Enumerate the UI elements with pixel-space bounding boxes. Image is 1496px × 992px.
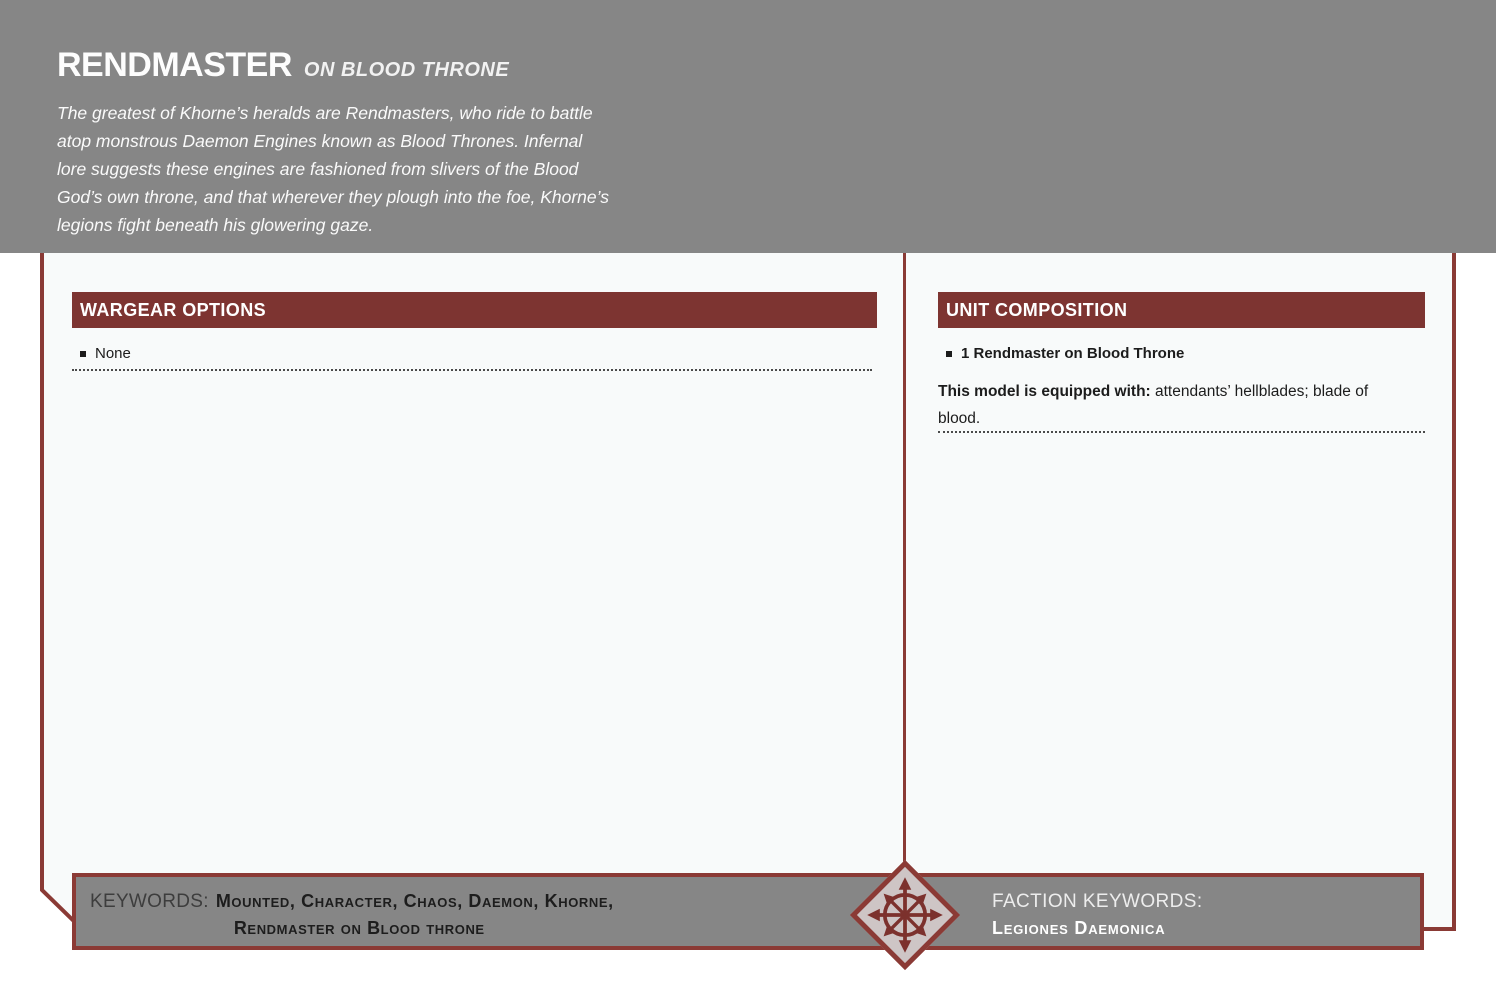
faction-keywords-group (992, 888, 1203, 942)
lore-line: The greatest of Khorne’s heralds are Rendmasters, who ride to battle (57, 103, 593, 123)
equipped-paragraph (938, 378, 1390, 432)
card-body (40, 253, 1460, 933)
unit-composition-header: UNIT COMPOSITION (938, 292, 1425, 328)
equipped-label: This model is equipped with: (938, 383, 1151, 400)
hero-header (0, 0, 1496, 253)
faction-keywords-value: Legiones Daemonica (992, 918, 1166, 938)
unit-composition-label: 1 Rendmaster on Blood Throne (961, 345, 1185, 362)
dotted-divider-left (72, 369, 872, 371)
page-subtitle: ON BLOOD THRONE (303, 59, 510, 81)
lore-line: atop monstrous Daemon Engines known as Blood Thrones. Infernal (57, 131, 583, 151)
keywords-bar (72, 873, 1424, 950)
lore-line: lore suggests these engines are fashioned from slivers of the Blood (57, 159, 579, 179)
keywords-line1: Mounted, Character, Chaos, Daemon, Khorne, (215, 891, 614, 911)
dotted-divider-right (938, 431, 1425, 433)
keywords-values (216, 888, 614, 942)
square-bullet-icon (946, 351, 952, 357)
keywords-label: KEYWORDS: (90, 891, 209, 912)
equipped-text: attendants’ hellblades; blade of blood. (938, 383, 1369, 427)
lore-text (57, 99, 697, 239)
unit-composition-item (946, 345, 1184, 362)
chaos-star-icon (863, 873, 947, 957)
title-row (57, 46, 509, 85)
faction-keywords-label: FACTION KEYWORDS: (992, 891, 1203, 912)
square-bullet-icon (80, 351, 86, 357)
lore-line: God’s own throne, and that wherever they plough into the foe, Khorne’s (57, 187, 609, 207)
wargear-option-label: None (95, 345, 131, 362)
keywords-group (90, 888, 614, 942)
keywords-line2: Rendmaster on Blood throne (233, 918, 485, 938)
page-title: RENDMASTER (57, 46, 292, 84)
lore-line: legions fight beneath his glowering gaze. (57, 215, 374, 235)
column-divider (903, 253, 906, 867)
wargear-option-item (80, 345, 131, 362)
wargear-options-header: WARGEAR OPTIONS (72, 292, 877, 328)
